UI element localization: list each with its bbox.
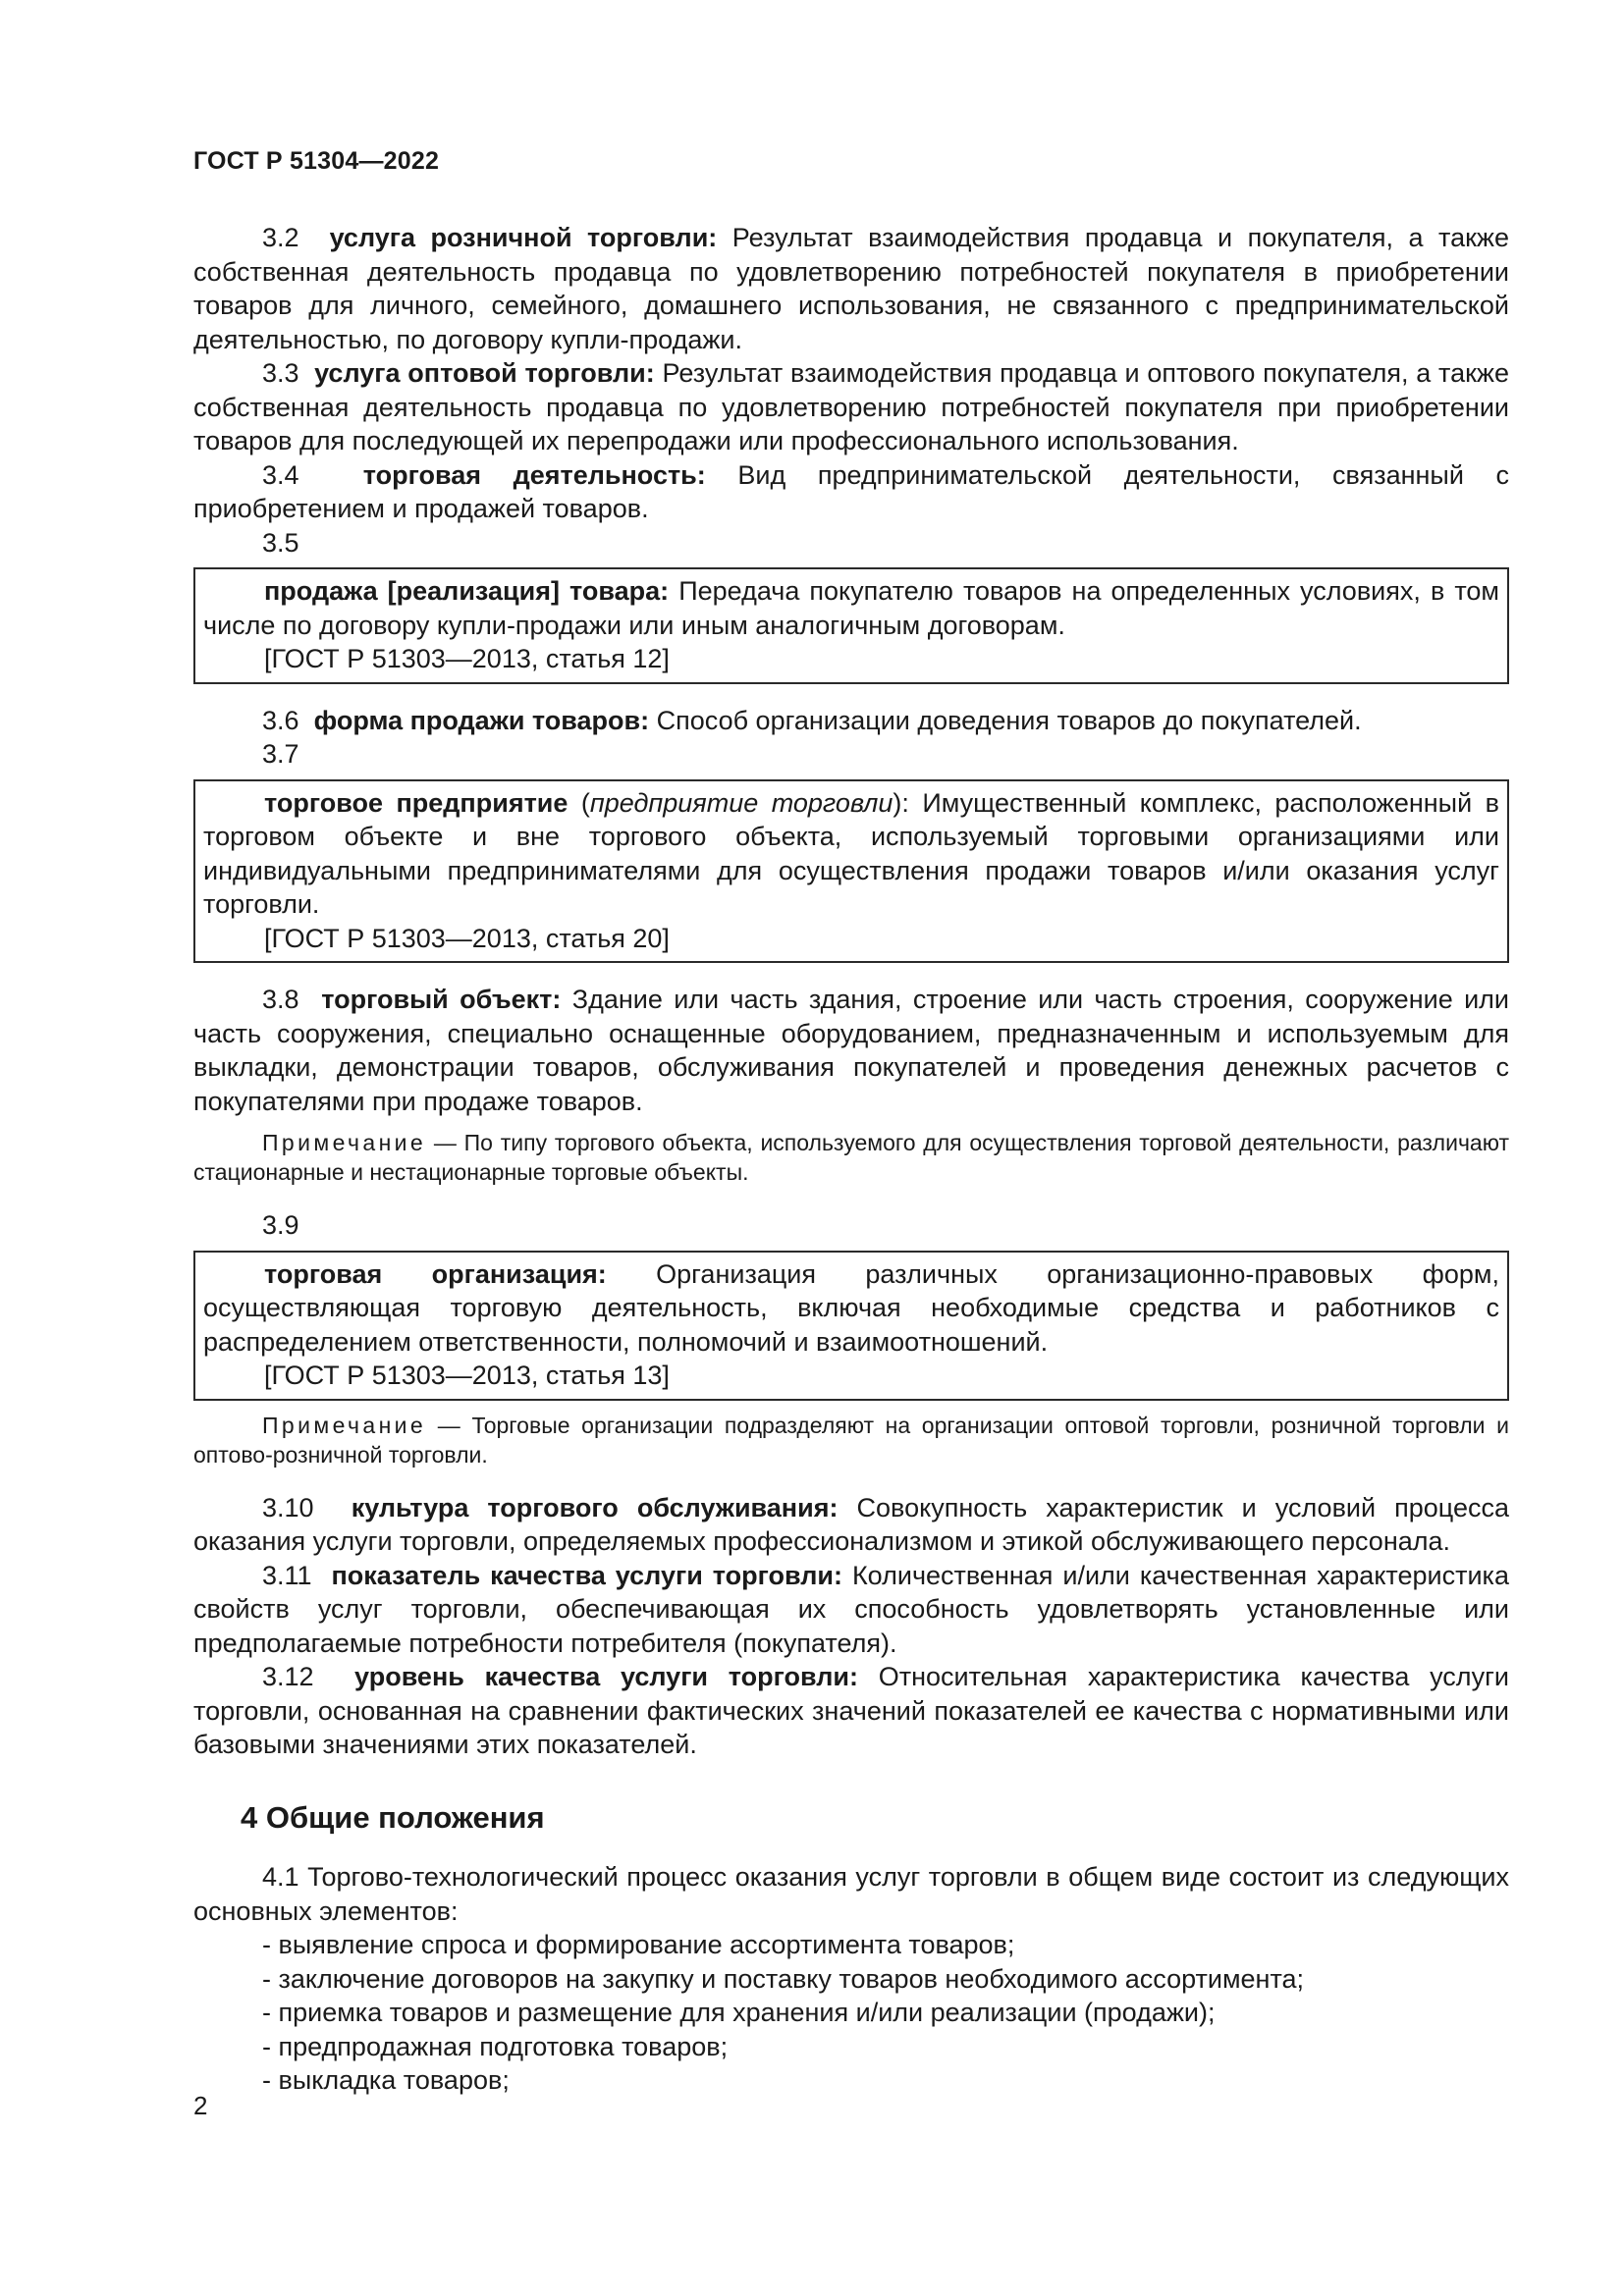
note-3-9: Примечание — Торговые организации подразделяют на организации оптовой торговли, розничной торговли и оптово-розничной торговли. — [193, 1412, 1509, 1468]
term: форма продажи товаров: — [313, 705, 650, 735]
quoted-definition-box-3-7 — [193, 779, 1509, 964]
document-body — [193, 221, 1509, 2098]
list-item: - приемка товаров и размещение для хранения и/или реализации (продажи); — [262, 1998, 1216, 2027]
source-reference: [ГОСТ Р 51303—2013, статья 20] — [264, 923, 670, 953]
definition-3-2: 3.2 услуга розничной торговли: Результат взаимодействия продавца и покупателя, а также собственная деятельность продавца по удовлетворению потребностей покупателя в приобретении товаров для личного, семейного, домашнего использования, не связанного с предпринимательской деятельностью, по договору купли-продажи. — [193, 223, 1509, 354]
list-item: - заключение договоров на закупку и поставку товаров необходимого ассортимента; — [262, 1963, 1305, 1994]
term: продажа [реализация] товара: — [264, 576, 670, 606]
alternative-term: предприятие торговли — [589, 787, 893, 818]
definition-3-9: торговая организация: Организация различных организационно-правовых форм, осуществляющая торговую деятельность, включая необходимые средства и работников с распределением ответственности, полномочий и взаимоотношений. — [203, 1258, 1499, 1357]
definition-3-3: 3.3 услуга оптовой торговли: Результат взаимодействия продавца и оптового покупателя, а также собственная деятельность продавца по удовлетворению потребностей покупателя при приобретении товаров для последующей их перепродажи или профессионального использования. — [193, 358, 1509, 455]
quoted-definition-box-3-5 — [193, 567, 1509, 684]
term: уровень качества услуги торговли: — [354, 1662, 858, 1691]
definition-3-9-number: 3.9 — [262, 1210, 299, 1240]
definition-3-10: 3.10 культура торгового обслуживания: Совокупность характеристик и условий процесса оказания услуги торговли, определяемых профессионализмом и этикой обслуживающего персонала. — [193, 1492, 1510, 1556]
section-heading: 4 Общие положения — [241, 1799, 545, 1835]
definition-3-12: 3.12 уровень качества услуги торговли: Относительная характеристика качества услуги торговли, основанная на сравнении фактических значений показателей ее качества с нормативными или базовыми значениями этих показателей. — [193, 1662, 1509, 1759]
term: торговая организация: — [264, 1258, 607, 1289]
source-reference: [ГОСТ Р 51303—2013, статья 12] — [264, 644, 670, 673]
definition-3-4: 3.4 торговая деятельность: Вид предпринимательской деятельности, связанный с приобретением и продажей товаров. — [193, 459, 1509, 523]
term: культура торгового обслуживания: — [351, 1492, 839, 1522]
definition-3-5: продажа [реализация] товара: Передача покупателю товаров на определенных условиях, в том числе по договору купли-продажи или иным аналогичным договорам. — [203, 576, 1499, 640]
definition-3-5-number: 3.5 — [262, 527, 299, 558]
page-number: 2 — [193, 2091, 208, 2120]
note-3-8: Примечание — По типу торгового объекта, используемого для осуществления торговой деятельности, различают стационарные и нестационарные торговые объекты. — [193, 1130, 1509, 1185]
note-label: Примечание — [262, 1130, 427, 1155]
note-label: Примечание — [262, 1412, 427, 1438]
paragraph-4-1: 4.1 Торгово-технологический процесс оказания услуг торговли в общем виде состоит из следующих основных элементов: — [193, 1862, 1509, 1926]
quoted-definition-box-3-9 — [193, 1251, 1509, 1401]
definition-3-7: торговое предприятие (предприятие торговли): Имущественный комплекс, расположенный в торговом объекте и вне торгового объекта, используемый торговыми организациями или индивидуальными предпринимателями для осуществления продажи товаров и/или оказания услуг торговли. — [203, 787, 1499, 919]
term: торговая деятельность: — [362, 459, 706, 490]
definition-3-6: 3.6 форма продажи товаров: Способ организации доведения товаров до покупателей. — [262, 705, 1362, 735]
term: торговое предприятие — [264, 787, 568, 818]
standard-header: ГОСТ Р 51304—2022 — [193, 147, 440, 175]
definition-3-8: 3.8 торговый объект: Здание или часть здания, строение или часть строения, сооружение или часть сооружения, специально оснащенные оборудованием, предназначенным и используемым для выкладки, демонстрации товаров, обслуживания покупателей и проведения денежных расчетов с покупателями при продаже товаров. — [193, 985, 1509, 1116]
term: торговый объект: — [321, 985, 562, 1014]
term: услуга оптовой торговли: — [314, 358, 655, 388]
list-item: - выявление спроса и формирование ассортимента товаров; — [262, 1930, 1015, 1959]
term: услуга розничной торговли: — [329, 223, 718, 252]
definition-3-11: 3.11 показатель качества услуги торговли: Количественная и/или качественная характеристика свойств услуг торговли, обеспечивающая их способность удовлетворять установленные или предполагаемые потребности потребителя (покупателя). — [193, 1560, 1509, 1658]
term: показатель качества услуги торговли: — [331, 1560, 842, 1590]
source-reference: [ГОСТ Р 51303—2013, статья 13] — [264, 1361, 670, 1390]
list-item: - выкладка товаров; — [262, 2065, 510, 2095]
list-item: - предпродажная подготовка товаров; — [262, 2031, 729, 2061]
definition-3-7-number: 3.7 — [262, 739, 299, 769]
